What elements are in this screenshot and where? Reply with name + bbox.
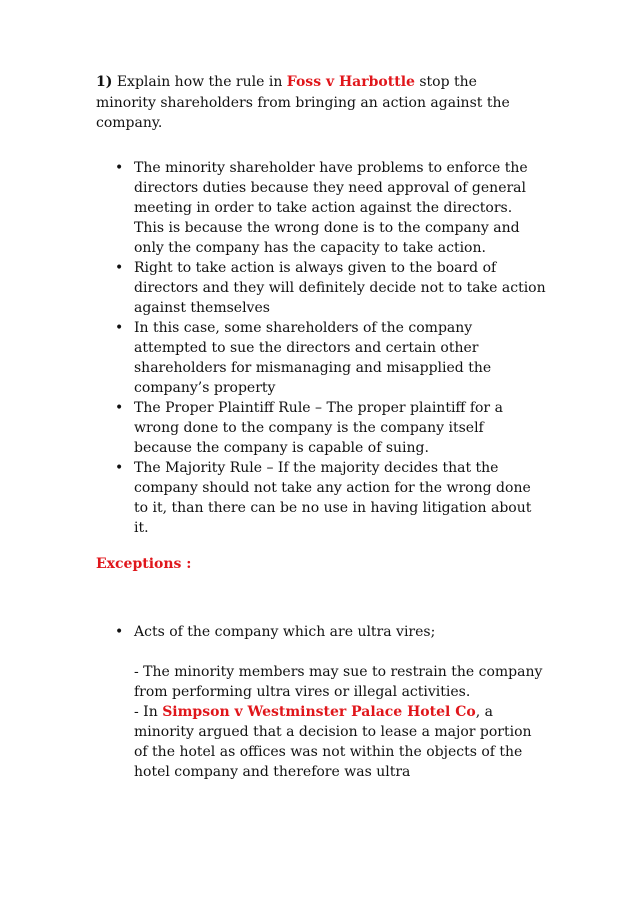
bullet-icon: •	[115, 400, 124, 416]
question-text-end: stop the minority shareholders from bringing an action against the company.	[96, 74, 510, 131]
list-item	[96, 158, 546, 258]
para2-suffix: , a minority argued that a decision to lease a major portion of the hotel as offices was not within the objects of the hotel company and therefore was ultra	[134, 704, 532, 780]
list-item	[96, 318, 546, 398]
bullet-icon: •	[115, 624, 124, 640]
list-item	[96, 622, 546, 782]
bullet-icon: •	[115, 160, 124, 176]
exception-title: Acts of the company which are ultra vires;	[134, 624, 436, 640]
question-text-start: Explain how the rule in	[112, 74, 287, 90]
bullet-icon: •	[115, 320, 124, 336]
explanation-list	[96, 158, 546, 538]
exception-paragraph-1: - The minority members may sue to restrain the company from performing ultra vires or illegal activities.	[134, 664, 543, 700]
question-number: 1)	[96, 74, 113, 90]
bullet-icon: •	[115, 260, 124, 276]
list-item-text: The Proper Plaintiff Rule – The proper plaintiff for a wrong done to the company is the company itself because the company is capable of suing.	[134, 400, 503, 456]
exceptions-heading: Exceptions :	[96, 556, 192, 572]
list-item-text: The Majority Rule – If the majority decides that the company should not take any action for the wrong done to it, than there can be no use in having litigation about it.	[134, 460, 532, 536]
list-item-text: Right to take action is always given to the board of directors and they will definitely decide not to take action against themselves	[134, 260, 546, 316]
question-paragraph	[96, 72, 536, 134]
list-item	[96, 458, 546, 538]
spacer	[134, 642, 546, 662]
para2-prefix: - In	[134, 704, 163, 720]
exception-paragraph-2	[134, 702, 546, 782]
bullet-icon: •	[115, 460, 124, 476]
case-name-simpson: Simpson v Westminster Palace Hotel Co	[162, 704, 476, 720]
exceptions-list	[96, 622, 546, 782]
list-item	[96, 258, 546, 318]
list-item-text: In this case, some shareholders of the company attempted to sue the directors and certain other shareholders for mismanaging and misapplied the company’s property	[134, 320, 492, 396]
list-item-text: The minority shareholder have problems to enforce the directors duties because they need approval of general meeting in order to take action against the directors. This is because the wrong done is to the company and only the company has the capacity to take action.	[134, 160, 528, 256]
case-name-foss: Foss v Harbottle	[286, 74, 415, 90]
list-item	[96, 398, 546, 458]
